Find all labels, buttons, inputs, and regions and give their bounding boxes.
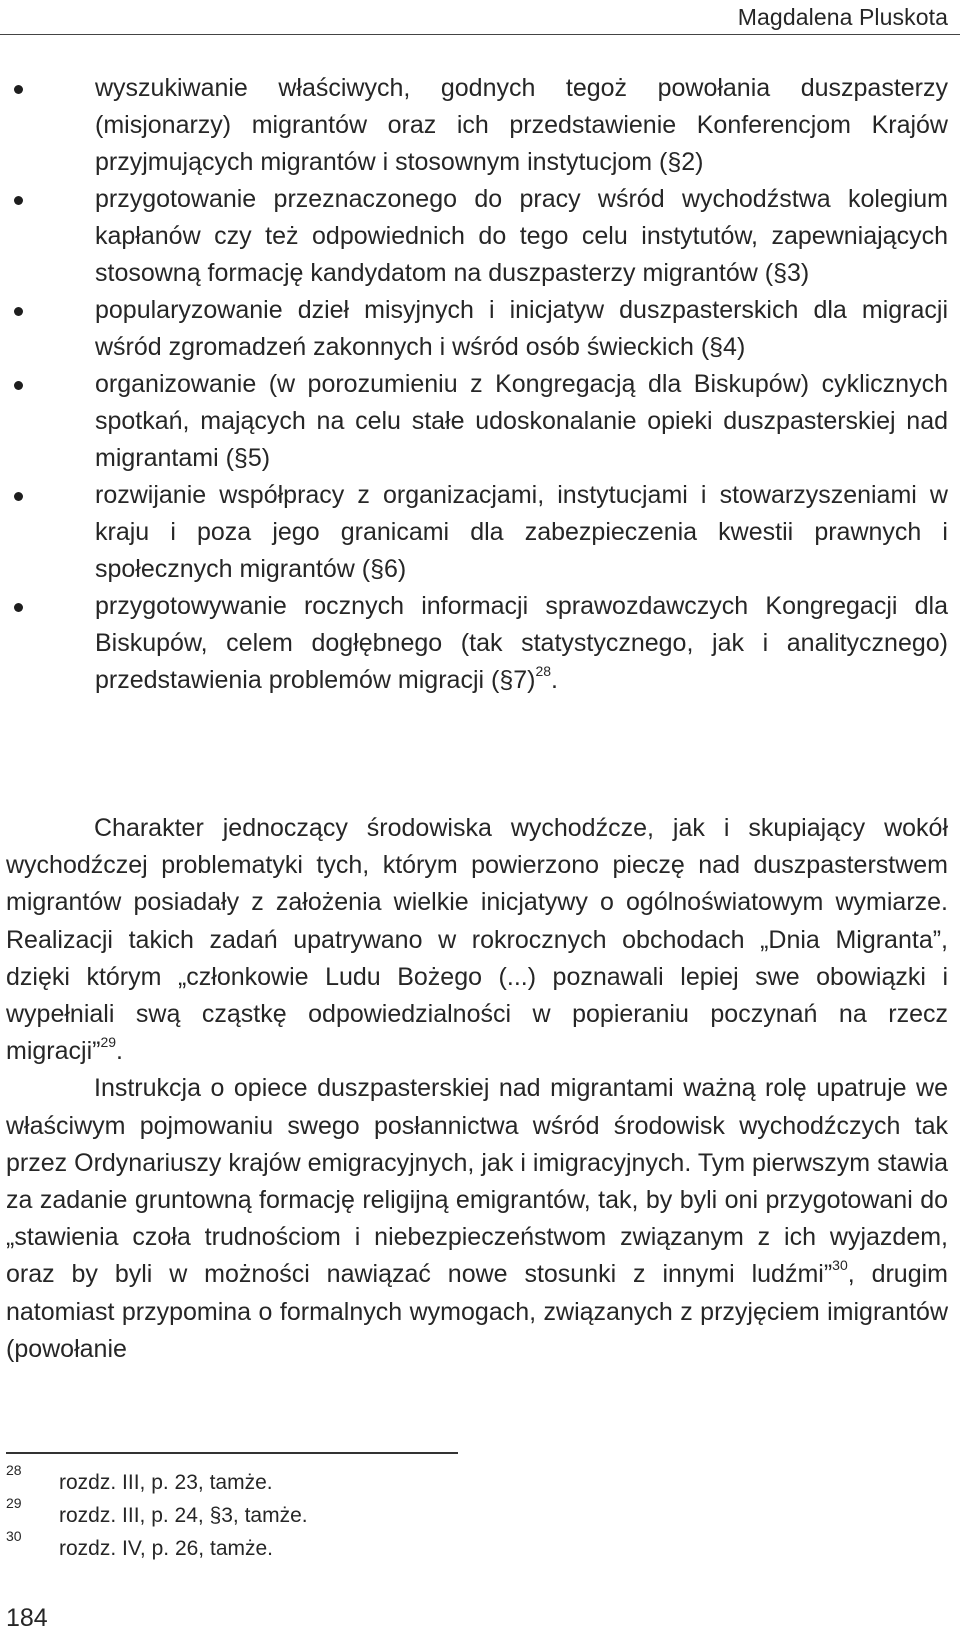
bullet-item [0,292,948,366]
bullet-text: rozwijanie współpracy z organizacjami, instytucjami i stowarzyszeniami w kraju i poza jego granicami dla zabezpieczenia kwestii prawnych i społecznych migrantów (§6) [95,481,948,583]
bullet-dot-icon [14,381,23,390]
footnote-ref[interactable]: 28 [535,663,552,679]
bullet-text: przygotowywanie rocznych informacji sprawozdawczych Kongregacji dla Biskupów, celem dogłębnego (tak statystycznego, jak i analitycznego) przedstawienia problemów migracji (§7) [95,592,948,694]
bullet-text: przygotowanie przeznaczonego do pracy wśród wychodźstwa kolegium kapłanów czy też odpowiednich do tego celu instytutów, zapewniających stosowną formację kandydatom na duszpasterzy migrantów (§3) [95,185,948,287]
bullet-text: popularyzowanie dzieł misyjnych i inicjatyw duszpasterskich dla migracji wśród zgromadzeń zakonnych i wśród osób świeckich (§4) [95,296,948,361]
running-header-author: Magdalena Pluskota [737,4,948,30]
page-number: 184 [6,1604,48,1632]
bullet-text: wyszukiwanie właściwych, godnych tegoż powołania duszpasterzy (misjonarzy) migrantów oraz ich przedstawienie Konferencjom Krajów przyjmujących migrantów i stosownym instytucjom (§2) [95,74,948,176]
bullet-dot-icon [14,196,23,205]
header-divider [0,34,960,35]
bullet-item [0,477,948,588]
paragraph [6,810,948,1070]
paragraph-text: Charakter jednoczący środowiska wychodźcze, jak i skupiający wokół wychodźczej problematyki tych, którym powierzono pieczę nad duszpasterstwem migrantów posiadały z założenia wielkie inicjatywy o ogólnoświatowym wymiarze. Realizacji takich zadań upatrywano w rokrocznych obchodach „Dnia Migranta”, dzięki którym „członkowie Ludu Bożego (...) poznawali lepiej swe obowiązki i wypełniali swą cząstkę odpowiedzialności w popieraniu poczynań na rzecz migracji” [6,814,948,1066]
paragraph [6,1070,948,1368]
footnote [6,1528,706,1561]
footnote [6,1462,706,1495]
bullet-item [0,366,948,477]
paragraph-tail: . [116,1037,123,1066]
footnote-ref[interactable]: 29 [100,1034,117,1051]
footnote-text: rozdz. III, p. 23, tamże. [59,1471,273,1494]
footnote-divider [6,1452,458,1454]
paragraph-tail: , drugim natomiast przypomina o formalnych wymogach, związanych z przyjęciem imigrantów (powołanie [6,1260,948,1363]
bullet-item [0,70,948,181]
paragraph-text: Instrukcja o opiece duszpasterskiej nad migrantami ważną rolę upatruje we właściwym pojmowaniu swego posłannictwa wśród środowisk wychodźczych tak przez Ordynariuszy krajów emigracyjnych, jak i imigracyjnych. Tym pierwszym stawia za zadanie gruntowną formację religijną emigrantów, tak, by byli oni przygotowani do „stawienia czoła trudnościom i niebezpieczeństwom związanym z ich wyjazdem, oraz by byli w możności nawiązać nowe stosunki z innymi ludźmi” [6,1074,948,1289]
bullet-item [0,181,948,292]
bullet-list [0,70,960,699]
bullet-text: organizowanie (w porozumieniu z Kongregacją dla Biskupów) cyklicznych spotkań, mających na celu stałe udoskonalanie opieki duszpasterskiej nad migrantami (§5) [95,370,948,472]
footnote-number: 28 [6,1462,22,1478]
footnote [6,1495,706,1528]
footnote-ref[interactable]: 30 [832,1257,848,1274]
footnotes [6,1462,706,1561]
bullet-dot-icon [14,603,23,612]
footnote-number: 29 [6,1495,22,1511]
footnote-text: rozdz. IV, p. 26, tamże. [59,1537,273,1560]
bullet-text-tail: . [551,666,558,694]
bullet-dot-icon [14,492,23,501]
footnote-number: 30 [6,1528,22,1544]
bullet-dot-icon [14,307,23,316]
body-text [6,810,948,1368]
footnote-text: rozdz. III, p. 24, §3, tamże. [59,1504,308,1527]
bullet-dot-icon [14,85,23,94]
bullet-item [0,588,948,699]
